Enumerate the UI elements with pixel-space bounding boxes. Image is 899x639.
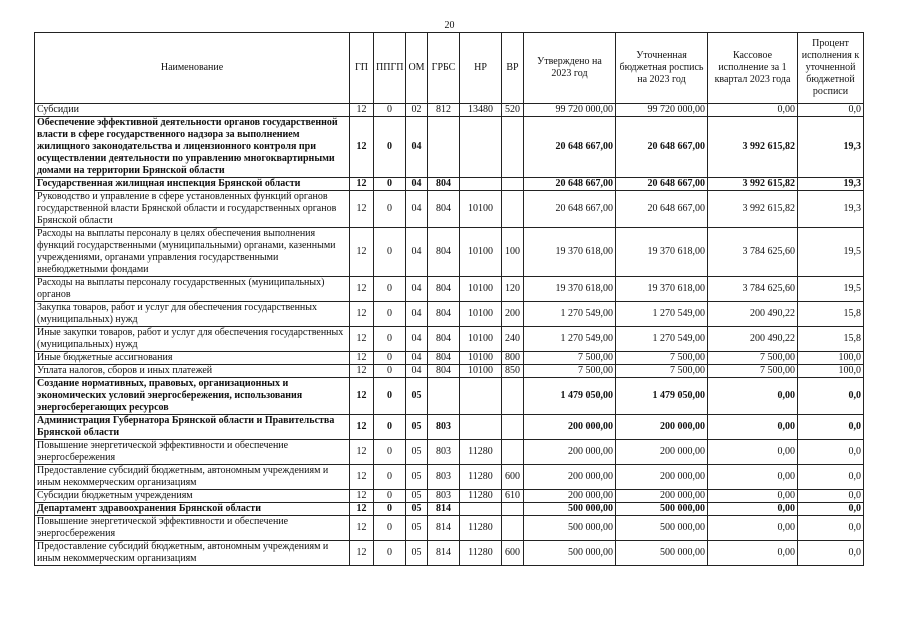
table-cell: 200 490,22 <box>708 327 798 352</box>
table-cell: 10100 <box>460 302 502 327</box>
table-cell: 12 <box>350 415 374 440</box>
table-cell: 812 <box>428 104 460 117</box>
table-body <box>35 104 864 566</box>
table-row <box>35 352 864 365</box>
page-number: 20 <box>444 20 455 31</box>
table-row <box>35 117 864 178</box>
header-approved: Утверждено на 2023 год <box>524 33 616 104</box>
table-header-row <box>35 33 864 104</box>
table-cell: 804 <box>428 352 460 365</box>
table-cell: 0 <box>374 277 406 302</box>
table-cell: 240 <box>502 327 524 352</box>
table-cell: 13480 <box>460 104 502 117</box>
table-cell: 0,0 <box>798 465 864 490</box>
table-cell: 0 <box>374 191 406 228</box>
table-cell: 1 479 050,00 <box>616 378 708 415</box>
table-cell: 20 648 667,00 <box>524 191 616 228</box>
table-cell: 0,00 <box>708 516 798 541</box>
table-row <box>35 440 864 465</box>
table-cell: 19 370 618,00 <box>524 228 616 277</box>
table-row <box>35 191 864 228</box>
table-cell: 200 <box>502 302 524 327</box>
table-cell: 20 648 667,00 <box>616 191 708 228</box>
table-cell: 0 <box>374 465 406 490</box>
table-cell: 0,00 <box>708 503 798 516</box>
table-cell: 200 000,00 <box>616 440 708 465</box>
table-cell: 600 <box>502 465 524 490</box>
table-cell: 04 <box>406 228 428 277</box>
table-cell: 19,5 <box>798 277 864 302</box>
table-cell: 04 <box>406 365 428 378</box>
table-cell: 0,00 <box>708 465 798 490</box>
table-cell: 11280 <box>460 516 502 541</box>
table-cell: 20 648 667,00 <box>616 117 708 178</box>
table-row <box>35 490 864 503</box>
table-cell: 100,0 <box>798 365 864 378</box>
table-cell: 804 <box>428 302 460 327</box>
table-cell: 7 500,00 <box>708 352 798 365</box>
table-cell: 0,0 <box>798 104 864 117</box>
budget-table <box>34 32 864 566</box>
table-cell: 12 <box>350 178 374 191</box>
row-name-cell: Государственная жилищная инспекция Брянской области <box>35 178 350 191</box>
table-cell: 3 992 615,82 <box>708 117 798 178</box>
table-cell: 7 500,00 <box>616 352 708 365</box>
table-cell: 0 <box>374 503 406 516</box>
table-cell: 0,00 <box>708 415 798 440</box>
table-cell: 15,8 <box>798 327 864 352</box>
table-cell: 12 <box>350 465 374 490</box>
table-cell: 11280 <box>460 490 502 503</box>
header-grbs: ГРБС <box>428 33 460 104</box>
table-cell: 500 000,00 <box>524 503 616 516</box>
header-percent: Процент исполнения к уточненной бюджетной росписи <box>798 33 864 104</box>
table-cell: 0,0 <box>798 490 864 503</box>
table-cell: 05 <box>406 378 428 415</box>
table-cell: 814 <box>428 503 460 516</box>
header-nr: НР <box>460 33 502 104</box>
table-cell: 3 784 625,60 <box>708 228 798 277</box>
table-cell: 05 <box>406 465 428 490</box>
table-cell <box>460 117 502 178</box>
table-cell: 804 <box>428 277 460 302</box>
table-cell: 04 <box>406 178 428 191</box>
table-cell: 1 270 549,00 <box>524 327 616 352</box>
table-cell: 04 <box>406 327 428 352</box>
table-cell <box>502 415 524 440</box>
table-cell: 12 <box>350 516 374 541</box>
table-cell <box>502 191 524 228</box>
table-row <box>35 302 864 327</box>
table-cell: 05 <box>406 541 428 566</box>
table-cell: 200 000,00 <box>616 465 708 490</box>
table-cell: 100 <box>502 228 524 277</box>
table-cell: 803 <box>428 465 460 490</box>
table-cell: 11280 <box>460 541 502 566</box>
table-cell: 3 992 615,82 <box>708 191 798 228</box>
table-cell: 0,0 <box>798 541 864 566</box>
table-cell: 800 <box>502 352 524 365</box>
table-cell: 05 <box>406 490 428 503</box>
table-cell: 0 <box>374 104 406 117</box>
table-cell: 1 479 050,00 <box>524 378 616 415</box>
table-cell: 04 <box>406 117 428 178</box>
table-cell: 99 720 000,00 <box>616 104 708 117</box>
table-cell: 12 <box>350 302 374 327</box>
table-row <box>35 415 864 440</box>
table-cell: 0 <box>374 228 406 277</box>
table-row <box>35 465 864 490</box>
table-cell: 0 <box>374 415 406 440</box>
table-row <box>35 228 864 277</box>
table-cell: 15,8 <box>798 302 864 327</box>
table-cell: 20 648 667,00 <box>616 178 708 191</box>
table-cell: 10100 <box>460 365 502 378</box>
table-cell: 850 <box>502 365 524 378</box>
table-row <box>35 516 864 541</box>
table-cell: 0 <box>374 378 406 415</box>
table-cell: 12 <box>350 104 374 117</box>
table-cell: 3 784 625,60 <box>708 277 798 302</box>
row-name-cell: Субсидии бюджетным учреждениям <box>35 490 350 503</box>
table-cell: 19,3 <box>798 191 864 228</box>
table-cell: 19 370 618,00 <box>616 228 708 277</box>
table-cell: 05 <box>406 440 428 465</box>
row-name-cell: Иные бюджетные ассигнования <box>35 352 350 365</box>
row-name-cell: Создание нормативных, правовых, организационных и экономических условий энергосбережения, использования энергосберегающих ресурсов <box>35 378 350 415</box>
row-name-cell: Администрация Губернатора Брянской области и Правительства Брянской области <box>35 415 350 440</box>
header-vr: ВР <box>502 33 524 104</box>
table-cell: 12 <box>350 490 374 503</box>
table-row <box>35 503 864 516</box>
table-cell: 19,5 <box>798 228 864 277</box>
table-cell: 610 <box>502 490 524 503</box>
table-cell: 0,00 <box>708 104 798 117</box>
table-cell: 0,0 <box>798 516 864 541</box>
table-cell <box>460 503 502 516</box>
table-cell: 02 <box>406 104 428 117</box>
table-cell: 10100 <box>460 191 502 228</box>
table-cell: 7 500,00 <box>708 365 798 378</box>
table-cell: 600 <box>502 541 524 566</box>
table-cell: 12 <box>350 541 374 566</box>
table-cell: 12 <box>350 365 374 378</box>
table-cell: 04 <box>406 302 428 327</box>
table-cell: 0 <box>374 440 406 465</box>
row-name-cell: Уплата налогов, сборов и иных платежей <box>35 365 350 378</box>
table-row <box>35 178 864 191</box>
table-row <box>35 541 864 566</box>
table-cell: 0,00 <box>708 490 798 503</box>
table-row <box>35 277 864 302</box>
table-cell: 12 <box>350 440 374 465</box>
table-cell: 0 <box>374 541 406 566</box>
table-cell: 0 <box>374 117 406 178</box>
row-name-cell: Предоставление субсидий бюджетным, автономным учреждениям и иным некоммерческим организациям <box>35 465 350 490</box>
header-refined: Уточненная бюджетная роспись на 2023 год <box>616 33 708 104</box>
header-gp: ГП <box>350 33 374 104</box>
table-cell: 19,3 <box>798 178 864 191</box>
table-cell: 10100 <box>460 352 502 365</box>
table-cell: 0,0 <box>798 440 864 465</box>
table-cell <box>502 178 524 191</box>
row-name-cell: Расходы на выплаты персоналу в целях обеспечения выполнения функций государственными (муниципальными) органами, казенными учреждениями, органами управления государственными внебюджетными фондами <box>35 228 350 277</box>
table-cell: 19 370 618,00 <box>524 277 616 302</box>
table-row <box>35 327 864 352</box>
table-cell: 200 490,22 <box>708 302 798 327</box>
table-cell <box>502 378 524 415</box>
table-cell: 10100 <box>460 327 502 352</box>
table-cell <box>502 503 524 516</box>
table-cell: 0 <box>374 327 406 352</box>
table-cell: 0,0 <box>798 415 864 440</box>
table-cell <box>428 117 460 178</box>
table-cell: 7 500,00 <box>524 365 616 378</box>
table-row <box>35 365 864 378</box>
table-cell: 0,00 <box>708 440 798 465</box>
table-cell: 0,0 <box>798 378 864 415</box>
table-cell: 05 <box>406 516 428 541</box>
table-cell <box>502 516 524 541</box>
row-name-cell: Повышение энергетической эффективности и обеспечение энергосбережения <box>35 440 350 465</box>
table-cell: 12 <box>350 327 374 352</box>
table-cell: 803 <box>428 490 460 503</box>
table-cell: 520 <box>502 104 524 117</box>
table-cell: 804 <box>428 327 460 352</box>
table-row <box>35 378 864 415</box>
table-cell: 500 000,00 <box>524 516 616 541</box>
table-cell: 804 <box>428 191 460 228</box>
table-cell: 10100 <box>460 228 502 277</box>
table-row <box>35 104 864 117</box>
row-name-cell: Обеспечение эффективной деятельности органов государственной власти в сфере государственного надзора за выполнением жилищного законодательства и лицензионного контроля при осуществлении деятельности по управлению многоквартирными домами на территории Брянской области <box>35 117 350 178</box>
table-cell: 04 <box>406 191 428 228</box>
table-cell: 7 500,00 <box>524 352 616 365</box>
row-name-cell: Расходы на выплаты персоналу государственных (муниципальных) органов <box>35 277 350 302</box>
table-cell: 0 <box>374 352 406 365</box>
header-name: Наименование <box>35 33 350 104</box>
table-cell: 20 648 667,00 <box>524 178 616 191</box>
table-cell: 19 370 618,00 <box>616 277 708 302</box>
table-cell: 120 <box>502 277 524 302</box>
table-cell: 200 000,00 <box>524 415 616 440</box>
table-cell: 500 000,00 <box>616 516 708 541</box>
table-cell: 200 000,00 <box>524 440 616 465</box>
table-cell: 804 <box>428 228 460 277</box>
table-cell: 200 000,00 <box>616 415 708 440</box>
table-cell <box>428 378 460 415</box>
table-cell: 0,00 <box>708 541 798 566</box>
table-cell: 0 <box>374 490 406 503</box>
table-cell: 12 <box>350 277 374 302</box>
table-cell: 05 <box>406 503 428 516</box>
row-name-cell: Иные закупки товаров, работ и услуг для обеспечения государственных (муниципальных) нужд <box>35 327 350 352</box>
table-cell: 12 <box>350 117 374 178</box>
table-cell: 12 <box>350 228 374 277</box>
table-cell: 814 <box>428 541 460 566</box>
table-cell: 12 <box>350 503 374 516</box>
table-cell <box>460 415 502 440</box>
table-cell: 200 000,00 <box>524 490 616 503</box>
table-cell: 0 <box>374 178 406 191</box>
table-cell: 20 648 667,00 <box>524 117 616 178</box>
table-cell: 814 <box>428 516 460 541</box>
table-cell: 1 270 549,00 <box>616 302 708 327</box>
table-cell: 500 000,00 <box>524 541 616 566</box>
table-cell: 99 720 000,00 <box>524 104 616 117</box>
table-cell: 7 500,00 <box>616 365 708 378</box>
row-name-cell: Департамент здравоохранения Брянской области <box>35 503 350 516</box>
table-cell: 04 <box>406 352 428 365</box>
header-cash: Кассовое исполнение за 1 квартал 2023 года <box>708 33 798 104</box>
row-name-cell: Предоставление субсидий бюджетным, автономным учреждениям и иным некоммерческим организациям <box>35 541 350 566</box>
table-cell: 804 <box>428 178 460 191</box>
table-cell: 500 000,00 <box>616 541 708 566</box>
table-cell: 0 <box>374 365 406 378</box>
header-ppgp: ППГП <box>374 33 406 104</box>
table-cell: 11280 <box>460 465 502 490</box>
table-cell: 0 <box>374 302 406 327</box>
table-cell: 1 270 549,00 <box>616 327 708 352</box>
table-cell: 3 992 615,82 <box>708 178 798 191</box>
table-cell: 803 <box>428 440 460 465</box>
table-cell: 10100 <box>460 277 502 302</box>
table-cell: 0,00 <box>708 378 798 415</box>
table-cell <box>460 178 502 191</box>
table-cell: 100,0 <box>798 352 864 365</box>
table-cell: 0,0 <box>798 503 864 516</box>
row-name-cell: Руководство и управление в сфере установленных функций органов государственной власти Брянской области и государственных органов Брянской области <box>35 191 350 228</box>
table-cell: 803 <box>428 415 460 440</box>
table-cell: 11280 <box>460 440 502 465</box>
row-name-cell: Субсидии <box>35 104 350 117</box>
table-cell: 05 <box>406 415 428 440</box>
table-cell: 804 <box>428 365 460 378</box>
table-cell: 12 <box>350 352 374 365</box>
row-name-cell: Закупка товаров, работ и услуг для обеспечения государственных (муниципальных) нужд <box>35 302 350 327</box>
table-cell: 0 <box>374 516 406 541</box>
table-cell: 12 <box>350 378 374 415</box>
header-om: ОМ <box>406 33 428 104</box>
row-name-cell: Повышение энергетической эффективности и обеспечение энергосбережения <box>35 516 350 541</box>
table-cell <box>502 117 524 178</box>
table-cell: 12 <box>350 191 374 228</box>
table-cell: 200 000,00 <box>524 465 616 490</box>
table-cell <box>502 440 524 465</box>
table-cell: 1 270 549,00 <box>524 302 616 327</box>
table-cell: 200 000,00 <box>616 490 708 503</box>
table-cell: 500 000,00 <box>616 503 708 516</box>
table-cell: 04 <box>406 277 428 302</box>
table-cell: 19,3 <box>798 117 864 178</box>
table-cell <box>460 378 502 415</box>
